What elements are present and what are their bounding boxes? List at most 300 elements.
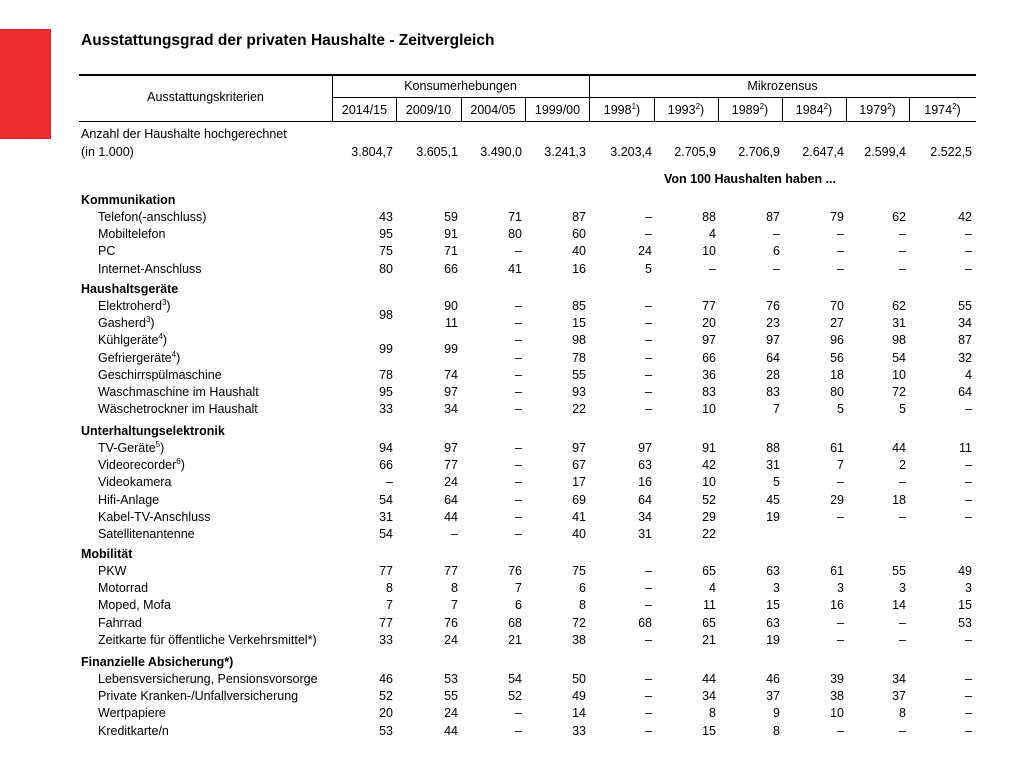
year-header xyxy=(525,103,590,117)
table-cell: 8 xyxy=(709,706,716,721)
table-cell: – xyxy=(515,333,522,348)
table-cell: – xyxy=(515,316,522,331)
table-cell: 44 xyxy=(892,441,906,455)
table-cell: 49 xyxy=(958,564,972,578)
section-title: Kommunikation xyxy=(81,193,176,207)
table-cell: 22 xyxy=(702,527,716,541)
row-label-text: Motorrad xyxy=(98,581,149,596)
table-cell: 43 xyxy=(379,210,393,224)
table-cell: 37 xyxy=(766,689,780,704)
table-cell: 10 xyxy=(702,475,716,490)
table-cell: 46 xyxy=(379,672,393,686)
table-cell: 72 xyxy=(892,385,906,399)
households-value: 2.706,9 xyxy=(738,145,780,159)
table-cell: 97 xyxy=(444,441,458,455)
year-header: 1974$^2$) xyxy=(924,101,961,117)
table-cell: 44 xyxy=(444,723,458,738)
row-label-text: Private Kranken-/Unfallversicherung xyxy=(98,689,299,704)
table-cell: – xyxy=(965,261,972,276)
table-cell: 76 xyxy=(766,299,780,313)
table-cell: 66 xyxy=(379,458,393,473)
table-cell: – xyxy=(965,492,972,507)
table-cell: – xyxy=(645,350,652,365)
table-cell: – xyxy=(837,509,844,524)
row-label-text: Videorecorder xyxy=(98,458,177,473)
row-label xyxy=(98,227,165,241)
table-cell: 64 xyxy=(958,385,972,399)
per100-label: Von 100 Haushalten haben ... xyxy=(663,172,837,186)
table-cell: 64 xyxy=(638,492,652,507)
footnote-mark: 1 xyxy=(631,101,637,111)
row-label xyxy=(98,385,259,399)
table-cell: 40 xyxy=(572,527,586,541)
merged-cell: 99 xyxy=(444,342,458,356)
table-cell: 59 xyxy=(444,210,458,224)
table-cell: – xyxy=(515,350,522,365)
table-cell: 76 xyxy=(508,564,522,578)
table-cell: 11 xyxy=(959,441,972,455)
table-cell: 60 xyxy=(572,227,586,242)
table-cell: 80 xyxy=(379,261,393,276)
row-label-text: Fahrrad xyxy=(98,615,142,630)
table-cell: 37 xyxy=(892,689,906,704)
table-cell: – xyxy=(837,723,844,738)
row-label-text: Kabel-TV-Anschluss xyxy=(98,509,211,524)
year-label: 1979 xyxy=(859,103,888,117)
households-value: 3.203,4 xyxy=(610,145,652,159)
row-label: Videorecorder$^6$) xyxy=(98,457,185,473)
row-label xyxy=(98,368,222,382)
section-title: Mobilität xyxy=(81,547,133,561)
table-cell: 31 xyxy=(766,458,780,473)
table-cell: 10 xyxy=(702,244,716,259)
row-label xyxy=(98,510,211,524)
table-cell: 62 xyxy=(892,210,906,224)
table-cell: – xyxy=(965,402,972,417)
group-header-konsumerhebungen: Konsumerhebungen xyxy=(404,79,517,93)
table-cell: 68 xyxy=(638,615,652,630)
table-cell: 71 xyxy=(444,244,458,259)
table-cell: 44 xyxy=(702,672,716,686)
row-label xyxy=(98,616,142,630)
red-accent-bar xyxy=(0,29,51,139)
footnote-mark: 4 xyxy=(158,332,163,342)
row-label-text: Wäschetrockner im Haushalt xyxy=(98,402,258,417)
footnote-mark: 3 xyxy=(161,297,167,307)
table-cell: 5 xyxy=(899,402,906,417)
table-cell: 34 xyxy=(702,689,716,704)
row-label xyxy=(98,633,317,647)
row-label xyxy=(98,724,169,738)
table-cell: 10 xyxy=(702,402,716,417)
table-cell: 3 xyxy=(965,581,972,596)
table-cell: 41 xyxy=(572,509,586,524)
footnote-mark: 2 xyxy=(887,101,892,111)
table-cell: – xyxy=(515,527,522,541)
table-cell: 77 xyxy=(702,299,716,313)
row-label: Gefriergeräte$^4$) xyxy=(98,349,181,365)
table-cell: 70 xyxy=(830,299,844,313)
table-cell: 95 xyxy=(379,227,393,242)
table-cell: 87 xyxy=(766,210,780,224)
table-cell: 74 xyxy=(444,367,458,382)
table-cell: 87 xyxy=(572,210,586,224)
table-cell: – xyxy=(645,672,652,686)
row-label-text: Wertpapiere xyxy=(98,706,166,721)
year-label: 1998 xyxy=(603,103,632,117)
table-cell: – xyxy=(837,632,844,647)
table-cell: – xyxy=(645,385,652,399)
year-header xyxy=(333,103,396,117)
row-label-text: Geschirrspülmaschine xyxy=(98,367,222,382)
table-cell: 93 xyxy=(572,385,586,399)
year-label: 2009/10 xyxy=(405,103,452,117)
table-cell: – xyxy=(645,227,652,242)
table-cell: 7 xyxy=(386,598,393,613)
footnote-mark: 2 xyxy=(759,101,765,111)
year-header xyxy=(396,103,461,117)
table-cell: 33 xyxy=(379,402,393,417)
households-unit: (in 1.000) xyxy=(81,145,134,159)
row-label xyxy=(98,689,298,703)
table-cell: – xyxy=(645,299,652,313)
table-cell: 80 xyxy=(830,385,844,399)
table-cell: – xyxy=(965,706,972,721)
table-cell: – xyxy=(899,509,906,524)
table-cell: 52 xyxy=(379,689,393,704)
table-cell: 6 xyxy=(773,244,780,259)
table-cell: 8 xyxy=(579,598,586,613)
table-cell: 8 xyxy=(773,723,780,738)
table-cell: 63 xyxy=(766,615,780,630)
table-cell: 27 xyxy=(830,316,844,331)
row-label: Kühlgeräte$^4$) xyxy=(98,332,168,348)
year-label: 2004/05 xyxy=(470,103,516,117)
year-label: 2014/15 xyxy=(341,103,388,117)
table-cell: 96 xyxy=(830,333,844,348)
table-cell: 53 xyxy=(379,723,393,738)
footnote-mark: 2 xyxy=(952,101,957,111)
year-header: 1998$^1$) xyxy=(603,101,641,117)
table-cell: – xyxy=(515,385,522,399)
row-label xyxy=(98,672,318,686)
table-cell: – xyxy=(515,509,522,524)
table-cell: 8 xyxy=(386,581,393,596)
households-value: 2.647,4 xyxy=(802,145,844,159)
table-cell: 9 xyxy=(773,706,780,721)
year-label: 1999/00 xyxy=(534,103,581,117)
table-cell: – xyxy=(515,458,522,473)
footnote-mark: 2 xyxy=(695,101,701,111)
table-cell: 46 xyxy=(766,672,780,686)
households-label: Anzahl der Haushalte hochgerechnet xyxy=(81,127,287,141)
table-cell: – xyxy=(645,367,652,382)
row-label-text: Telefon(-anschluss) xyxy=(98,210,207,224)
table-cell: 7 xyxy=(515,581,522,596)
table-cell: 77 xyxy=(379,615,393,630)
table-cell: 56 xyxy=(830,350,844,365)
table-cell: 32 xyxy=(958,350,972,365)
table-cell: 61 xyxy=(830,564,844,578)
row-label xyxy=(98,262,202,276)
table-cell: 69 xyxy=(572,492,586,507)
row-label-text: Kühlgeräte xyxy=(98,333,159,348)
table-cell: 40 xyxy=(572,244,586,259)
year-header: 1984$^2$) xyxy=(795,101,833,117)
table-cell: 54 xyxy=(379,492,393,507)
table-cell: 34 xyxy=(638,509,652,524)
row-label-text: Mobiltelefon xyxy=(98,227,166,242)
row-label-text: Elektroherd xyxy=(98,299,162,313)
table-cell: – xyxy=(645,689,652,704)
table-cell: – xyxy=(965,723,972,738)
table-cell: 31 xyxy=(638,527,652,541)
table-cell: 10 xyxy=(830,706,844,721)
table-cell: – xyxy=(837,615,844,630)
table-cell: – xyxy=(515,402,522,417)
table-cell: – xyxy=(515,367,522,382)
table-cell: – xyxy=(837,244,844,259)
table-cell: – xyxy=(515,723,522,738)
table-cell: 31 xyxy=(892,316,906,331)
table-cell: – xyxy=(451,527,458,541)
table-cell: 14 xyxy=(572,706,586,721)
section-title: Finanzielle Absicherung*) xyxy=(81,655,234,669)
table-cell: – xyxy=(645,723,652,738)
table-cell: 88 xyxy=(766,441,780,455)
households-value: 2.522,5 xyxy=(930,145,972,159)
table-cell: 76 xyxy=(444,615,458,630)
row-label xyxy=(98,706,166,720)
table-cell: 77 xyxy=(444,564,458,578)
table-cell: 24 xyxy=(444,475,458,490)
table-cell: 15 xyxy=(572,316,586,331)
table-cell: 16 xyxy=(572,261,586,276)
table-cell: 98 xyxy=(572,333,586,348)
table-cell: 4 xyxy=(709,581,716,596)
table-cell: 85 xyxy=(572,299,586,313)
table-cell: 17 xyxy=(572,475,586,490)
table-cell: – xyxy=(965,509,972,524)
table-cell: 28 xyxy=(766,367,780,382)
table-cell: 41 xyxy=(508,261,522,276)
table-cell: – xyxy=(899,227,906,242)
table-cell: 19 xyxy=(766,509,780,524)
table-cell: 79 xyxy=(830,210,844,224)
row-label-text: Waschmaschine im Haushalt xyxy=(98,385,259,399)
table-cell: 71 xyxy=(508,210,522,224)
table-cell: 97 xyxy=(444,385,458,399)
table-cell: 97 xyxy=(766,333,780,348)
table-cell: 64 xyxy=(766,350,780,365)
table-cell: 3 xyxy=(837,581,844,596)
table-cell: 7 xyxy=(773,402,780,417)
table-cell: 2 xyxy=(899,458,906,473)
table-cell: – xyxy=(386,475,393,490)
table-cell: 55 xyxy=(958,299,972,313)
group-header-mikrozensus: Mikrozensus xyxy=(747,79,818,93)
year-label: 1974 xyxy=(924,103,953,117)
table-cell: 63 xyxy=(638,458,652,473)
row-label: Gasherd$^3$) xyxy=(98,315,155,331)
table-cell: 42 xyxy=(702,458,716,473)
row-label: Elektroherd$^3$) xyxy=(98,297,171,313)
table-cell: 18 xyxy=(892,492,906,507)
table-cell: 77 xyxy=(379,564,393,578)
table-cell: 72 xyxy=(572,615,586,630)
households-value: 3.804,7 xyxy=(351,145,393,159)
table-cell: 6 xyxy=(515,598,522,613)
table-cell: 83 xyxy=(702,385,716,399)
table-cell: 16 xyxy=(830,598,844,613)
table-cell: 8 xyxy=(899,706,906,721)
table-cell: 29 xyxy=(702,509,716,524)
table-cell: 5 xyxy=(645,261,652,276)
page-title: Ausstattungsgrad der privaten Haushalte - Zeitvergleich xyxy=(81,32,495,49)
table-cell: – xyxy=(515,706,522,721)
table-cell: 98 xyxy=(892,333,906,348)
table-cell: – xyxy=(837,261,844,276)
table-cell: 15 xyxy=(766,598,780,613)
table-cell: 11 xyxy=(445,316,458,331)
table-cell: 67 xyxy=(572,458,586,473)
table-cell: 8 xyxy=(451,581,458,596)
table-cell: 42 xyxy=(958,210,972,224)
table-cell: 54 xyxy=(892,350,906,365)
section-title: Haushaltsgeräte xyxy=(81,282,179,296)
year-header: 1993$^2$) xyxy=(667,101,705,117)
row-label xyxy=(98,581,148,595)
table-cell: 65 xyxy=(702,615,716,630)
table-cell: 34 xyxy=(892,672,906,686)
table-cell: – xyxy=(515,244,522,259)
table-cell: – xyxy=(837,227,844,242)
row-label-text: Kreditkarte/n xyxy=(98,723,169,738)
row-label xyxy=(98,493,159,507)
row-label-text: PKW xyxy=(98,564,127,578)
table-cell: 16 xyxy=(638,475,652,490)
table-cell: 94 xyxy=(379,441,393,455)
row-label-text: Gasherd xyxy=(98,316,146,331)
table-cell: – xyxy=(965,458,972,473)
table-cell: – xyxy=(965,672,972,686)
table-rule xyxy=(79,74,976,76)
table-cell: 44 xyxy=(444,509,458,524)
table-cell: 24 xyxy=(638,244,652,259)
table-cell: 7 xyxy=(837,458,844,473)
criteria-header: Ausstattungskriterien xyxy=(147,90,264,104)
row-label: TV-Geräte$^5$) xyxy=(98,439,165,455)
table-cell: 49 xyxy=(572,689,586,704)
table-cell: 45 xyxy=(766,492,780,507)
table-cell: 68 xyxy=(508,615,522,630)
footnote-mark: 2 xyxy=(823,101,829,111)
table-cell: 91 xyxy=(444,227,458,242)
households-value: 3.490,0 xyxy=(480,145,522,159)
table-cell: 53 xyxy=(958,615,972,630)
table-cell: – xyxy=(645,564,652,578)
merged-cell: 98 xyxy=(379,307,393,322)
table-rule xyxy=(79,121,976,122)
year-header xyxy=(461,103,525,117)
table-cell: – xyxy=(899,244,906,259)
table-cell: – xyxy=(645,210,652,224)
table-cell: – xyxy=(515,299,522,313)
table-cell: – xyxy=(709,261,716,276)
table-cell: 65 xyxy=(702,564,716,578)
table-cell: 20 xyxy=(379,706,393,721)
table-cell: 5 xyxy=(773,475,780,490)
households-value: 2.705,9 xyxy=(674,145,716,159)
table-cell: 50 xyxy=(572,672,586,686)
year-header: 1979$^2$) xyxy=(859,101,896,117)
table-cell: – xyxy=(645,333,652,348)
table-cell: 22 xyxy=(572,402,586,417)
table-cell: 88 xyxy=(702,210,716,224)
table-cell: 91 xyxy=(702,441,716,455)
table-cell: 55 xyxy=(572,367,586,382)
table-cell: 31 xyxy=(379,509,393,524)
year-header: 1989$^2$) xyxy=(731,101,769,117)
table-cell: 66 xyxy=(702,350,716,365)
table-cell: 3 xyxy=(899,581,906,596)
table-cell: – xyxy=(645,598,652,613)
table-cell: 64 xyxy=(444,492,458,507)
table-cell: 11 xyxy=(703,598,716,613)
table-cell: 83 xyxy=(766,385,780,399)
year-label: 1989 xyxy=(731,103,760,117)
row-label xyxy=(98,564,126,578)
footnote-mark: 4 xyxy=(171,349,177,359)
table-cell: 75 xyxy=(379,244,393,259)
table-cell: 80 xyxy=(508,227,522,242)
table-cell: 55 xyxy=(444,689,458,704)
row-label xyxy=(98,210,206,224)
table-cell: 52 xyxy=(702,492,716,507)
table-cell: 5 xyxy=(837,402,844,417)
footnote-mark: 3 xyxy=(145,315,151,325)
table-cell: 52 xyxy=(508,689,522,704)
row-label xyxy=(98,598,171,612)
table-cell: – xyxy=(645,706,652,721)
table-cell: 15 xyxy=(702,723,716,738)
households-value: 3.605,1 xyxy=(416,145,458,159)
table-cell: 21 xyxy=(702,632,716,647)
row-label-text: Videokamera xyxy=(98,475,172,490)
row-label-text: TV-Geräte xyxy=(98,441,156,455)
table-cell: – xyxy=(773,261,780,276)
table-cell: – xyxy=(837,475,844,490)
year-label: 1984 xyxy=(795,103,824,117)
table-cell: 61 xyxy=(830,441,844,455)
row-label-text: Gefriergeräte xyxy=(98,350,172,365)
table-cell: 36 xyxy=(702,367,716,382)
table-cell: 19 xyxy=(766,632,780,647)
row-label-text: Lebensversicherung, Pensionsvorsorge xyxy=(98,672,318,686)
table-cell: 90 xyxy=(444,299,458,313)
table-cell: 3 xyxy=(773,581,780,596)
table-cell: 95 xyxy=(379,385,393,399)
table-cell: 75 xyxy=(572,564,586,578)
table-cell: 78 xyxy=(572,350,586,365)
table-cell: 4 xyxy=(709,227,716,242)
row-label xyxy=(98,527,195,541)
row-label-text: PC xyxy=(98,244,116,259)
table-cell: 15 xyxy=(958,598,972,613)
table-cell: 34 xyxy=(958,316,972,331)
table-cell: 53 xyxy=(444,672,458,686)
table-cell: 39 xyxy=(830,672,844,686)
